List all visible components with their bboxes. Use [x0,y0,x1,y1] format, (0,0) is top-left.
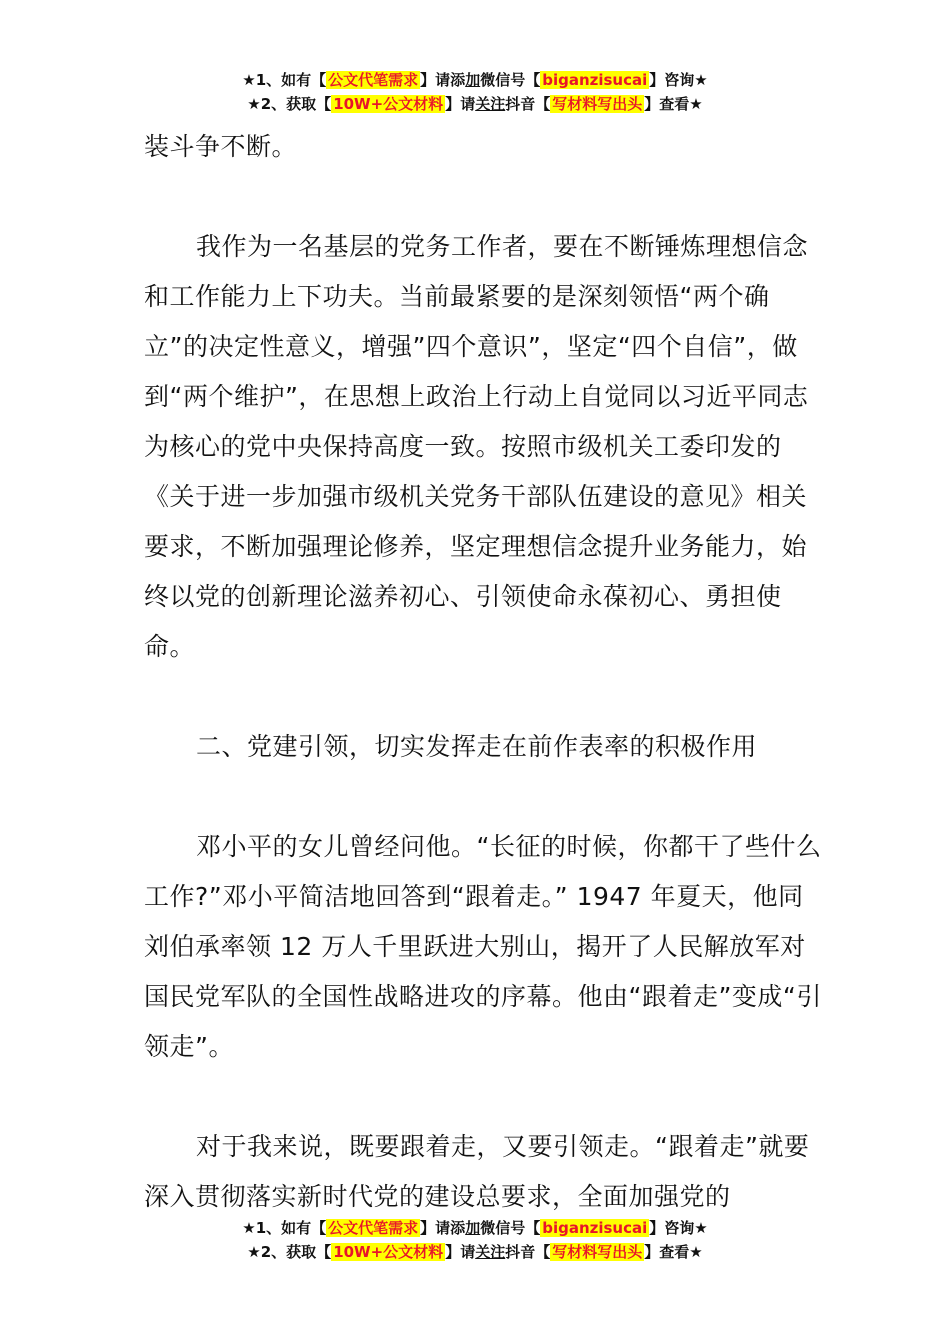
banner-line-2 [0,92,950,116]
banner-emphasis: 关注 [475,1243,506,1261]
highlight-service: 公文代笔需求 [328,1219,419,1237]
banner-emphasis: 加 [465,1219,481,1237]
paragraph-1: 我作为一名基层的党务工作者，要在不断锤炼理想信念和工作能力上下功夫。当前最紧要的是深刻领悟“两个确立”的决定性意义，增强”四个意识”，坚定“四个自信”，做到“两个维护”，在思想上政治上行动上自觉同以习近平同志为核心的党中央保持高度一致。按照市级机关工委印发的《关于进一步加强市级机关党务干部队伍建设的意见》相关要求，不断加强理论修养，坚定理想信念提升业务能力，始终以党的创新理论滋养初心、引领使命永葆初心、勇担使命。 [144,232,809,661]
banner-text: 】查看★ [644,1243,703,1261]
banner-emphasis: 加 [465,71,481,89]
banner-text: 1、如有【 [255,71,327,89]
banner-text: 】咨询★ [649,71,708,89]
banner-text: 】请添 [420,1219,466,1237]
star-icon: ★ [242,1219,256,1237]
banner-text: 抖音【 [505,95,551,113]
highlight-materials: 10W+公文材料 [333,95,444,113]
banner-text: 2、获取【 [260,95,332,113]
banner-text: 微信号【 [480,1219,541,1237]
paragraph-gap [144,672,824,722]
highlight-service: 公文代笔需求 [328,71,419,89]
banner-line-2 [0,1240,950,1264]
banner-line-1 [0,68,950,92]
banner-text: 】请添 [420,71,466,89]
document-body [144,122,824,1222]
star-icon: ★ [247,95,261,113]
banner-text: 】请 [445,95,476,113]
banner-text: 微信号【 [480,71,541,89]
banner-text: 】请 [445,1243,476,1261]
highlight-materials: 10W+公文材料 [333,1243,444,1261]
footer-banner [0,1216,950,1264]
star-icon: ★ [247,1243,261,1261]
paragraph-3: 对于我来说，既要跟着走，又要引领走。“跟着走”就要深入贯彻落实新时代党的建设总要求，全面加强党的 [144,1132,810,1211]
banner-text: 2、获取【 [260,1243,332,1261]
banner-text: 抖音【 [505,1243,551,1261]
section-heading: 二、党建引领，切实发挥走在前作表率的积极作用 [196,732,758,761]
paragraph-gap [144,772,824,822]
header-banner [0,68,950,116]
star-icon: ★ [242,71,256,89]
paragraph-continuation: 装斗争不断。 [144,132,298,161]
highlight-wechat-id: biganzisucai [542,1219,648,1237]
highlight-douyin: 写材料写出头 [552,95,643,113]
banner-emphasis: 关注 [475,95,506,113]
banner-text: 】咨询★ [649,1219,708,1237]
paragraph-gap [144,172,824,222]
paragraph-2: 邓小平的女儿曾经问他。“长征的时候，你都干了些什么工作?”邓小平简洁地回答到“跟着走。” 1947 年夏天，他同刘伯承率领 12 万人千里跃进大别山，揭开了人民解放军对国民党军队的全国性战略进攻的序幕。他由“跟着走”变成“引领走”。 [144,832,822,1061]
highlight-douyin: 写材料写出头 [552,1243,643,1261]
highlight-wechat-id: biganzisucai [542,71,648,89]
banner-text: 】查看★ [644,95,703,113]
paragraph-gap [144,1072,824,1122]
banner-text: 1、如有【 [255,1219,327,1237]
banner-line-1 [0,1216,950,1240]
